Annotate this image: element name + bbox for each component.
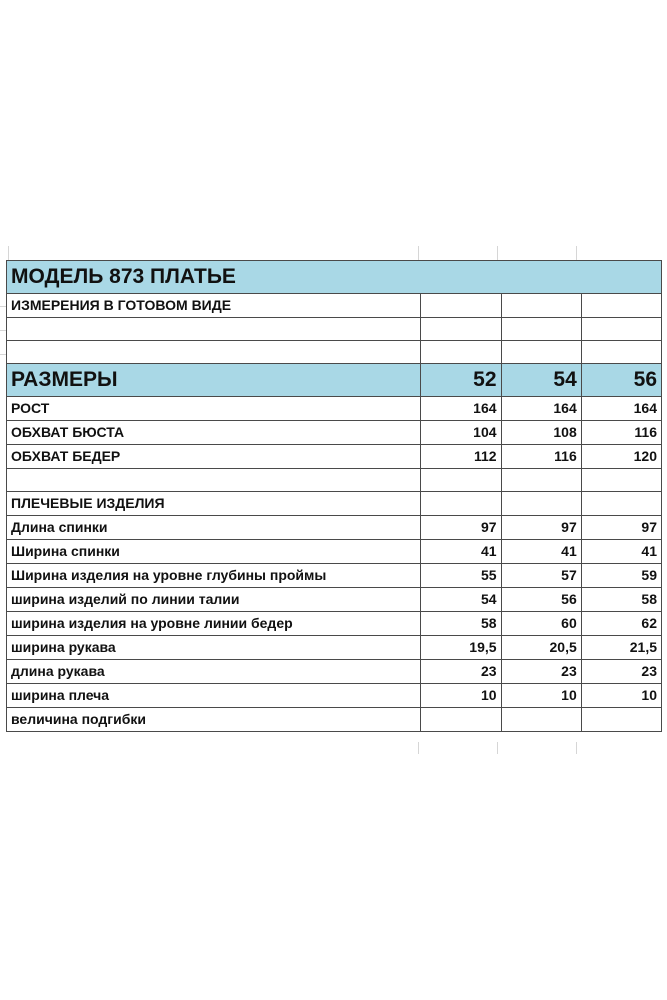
row-value: 54 [421,588,501,612]
gridline [497,246,498,260]
row-value: 59 [581,564,661,588]
row-value: 58 [581,588,661,612]
row-value: 23 [501,660,581,684]
row-value: 164 [581,397,661,421]
table-row [7,660,662,684]
row-label: длина рукава [7,660,421,684]
size-52: 52 [421,364,501,397]
size-54: 54 [501,364,581,397]
size-chart-table [6,260,662,732]
row-label: ширина изделий по линии талии [7,588,421,612]
row-value: 116 [501,445,581,469]
spreadsheet [0,246,667,756]
row-value: 23 [581,660,661,684]
row-label: Ширина спинки [7,540,421,564]
row-label: РОСТ [7,397,421,421]
sizes-label: РАЗМЕРЫ [7,364,421,397]
gridline [418,742,419,754]
row-value: 97 [421,516,501,540]
row-value: 19,5 [421,636,501,660]
subtitle-cell: ИЗМЕРЕНИЯ В ГОТОВОМ ВИДЕ [7,294,421,318]
empty-row [7,469,662,492]
table-row [7,588,662,612]
row-value: 164 [421,397,501,421]
row-value: 164 [501,397,581,421]
gridline [576,246,577,260]
row-value: 104 [421,421,501,445]
row-label: ОБХВАТ БЮСТА [7,421,421,445]
table-row [7,612,662,636]
gridline [418,246,419,260]
gridline [497,742,498,754]
row-value: 116 [581,421,661,445]
row-value: 10 [421,684,501,708]
size-56: 56 [581,364,661,397]
row-label: ширина изделия на уровне линии бедер [7,612,421,636]
row-value: 10 [581,684,661,708]
model-title: МОДЕЛЬ 873 ПЛАТЬЕ [7,261,662,294]
row-value [581,708,661,732]
row-label: Длина спинки [7,516,421,540]
subtitle-row [7,294,662,318]
row-value: 41 [581,540,661,564]
row-value: 21,5 [581,636,661,660]
row-label: величина подгибки [7,708,421,732]
row-value [421,708,501,732]
row-value: 55 [421,564,501,588]
section-row [7,492,662,516]
table-row [7,540,662,564]
row-value: 58 [421,612,501,636]
empty-row [7,318,662,341]
section-label: ПЛЕЧЕВЫЕ ИЗДЕЛИЯ [7,492,421,516]
row-value: 56 [501,588,581,612]
row-value: 57 [501,564,581,588]
row-label: ОБХВАТ БЕДЕР [7,445,421,469]
table-row [7,516,662,540]
table-row [7,421,662,445]
gridline [576,742,577,754]
row-value: 20,5 [501,636,581,660]
row-label: ширина плеча [7,684,421,708]
table-row [7,564,662,588]
table-row [7,708,662,732]
row-value: 41 [421,540,501,564]
row-value: 120 [581,445,661,469]
row-value: 23 [421,660,501,684]
row-value: 10 [501,684,581,708]
table-row [7,397,662,421]
sizes-header-row [7,364,662,397]
row-value [501,708,581,732]
empty-row [7,341,662,364]
row-label: Ширина изделия на уровне глубины проймы [7,564,421,588]
row-value: 112 [421,445,501,469]
row-value: 41 [501,540,581,564]
row-value: 108 [501,421,581,445]
gridline [8,246,9,260]
table-row [7,636,662,660]
table-row [7,684,662,708]
row-value: 97 [501,516,581,540]
row-value: 60 [501,612,581,636]
title-row [7,261,662,294]
row-label: ширина рукава [7,636,421,660]
row-value: 97 [581,516,661,540]
row-value: 62 [581,612,661,636]
table-row [7,445,662,469]
